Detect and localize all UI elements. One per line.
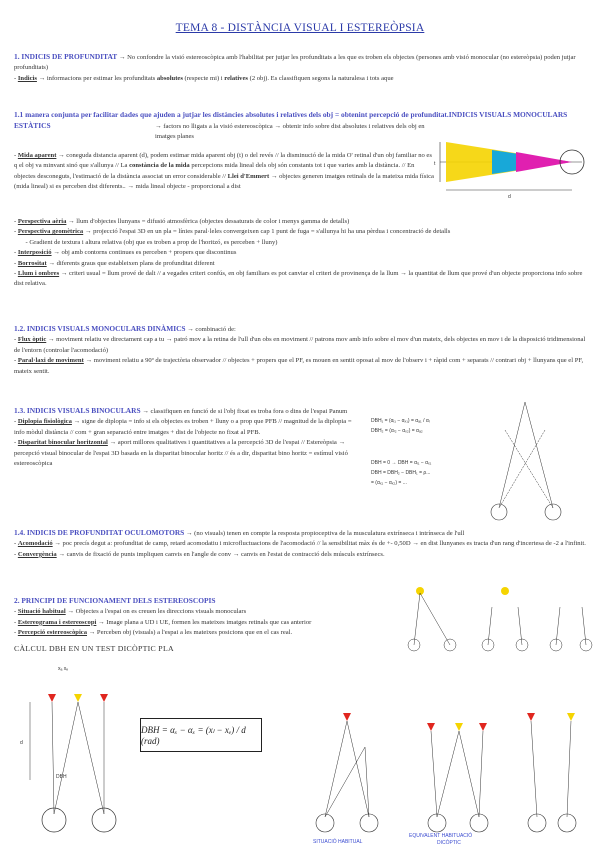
- mida-aparent: - Mida aparent → coneguda distancia aparent (d), podem estimar mida aparent obj (t) o del revés // la disminució de la mida O' retinal d'un obj familiar no es q el obj va minvant sinó que s'allunya // La constància de la mida percepcions mida lineal dels obj són constants tot i que varies amb la distància. // En objectes desconeguts, l'estimació de la distància associat un error considerable // Llei d'Emmert → objectes generen imatges retinals de la mateixa mida física (mida lineal) si es perceben dist diferents.. → mida lineal objecte - proporcional a dist: [14, 152, 434, 191]
- dic-ray-2: [437, 731, 459, 817]
- hab-ray-4: [365, 747, 369, 817]
- ray-4: [499, 430, 545, 508]
- dic-yellow-marker: [455, 723, 463, 731]
- bin-label-1: DBH₁ = (αᵢ₁ − αₓ₁) = αₐ₁ / αᵣ: [371, 418, 430, 424]
- bin-label-2: DBH₂ = (αₗ₂ − αₓ₂) = αₐ₂: [371, 428, 423, 434]
- dbh-calc-diagram: [16, 660, 126, 840]
- bin-label-4: DBH = DBH₂ − DBH₁ = ρ...: [371, 470, 431, 476]
- red-marker-1: [48, 694, 56, 702]
- right-ray-1: [531, 721, 537, 817]
- calc-dbh-label: DBH: [56, 774, 67, 780]
- calc-ray-2: [54, 702, 78, 814]
- cap-habitual: SITUACIÓ HABITUAL: [313, 839, 363, 845]
- hab-ray-2: [347, 721, 369, 817]
- binocular-diagram: [365, 400, 590, 522]
- hab-ray-3: [325, 747, 365, 817]
- ray-1: [499, 402, 525, 508]
- calc-ray-1: [52, 702, 54, 814]
- ray-3: [505, 430, 553, 508]
- yellow-marker-1: [74, 694, 82, 702]
- page-title: TEMA 8 - DISTÀNCIA VISUAL I ESTEREÒPSIA: [175, 22, 425, 34]
- label-d: d: [508, 194, 511, 200]
- right-red-marker: [527, 713, 535, 721]
- ray-2: [525, 402, 553, 508]
- hab-red-marker: [343, 713, 351, 721]
- red-marker-2: [100, 694, 108, 702]
- size-constancy-diagram: [432, 132, 592, 202]
- bin-label-3: DBH = 0 → DBH = αᵢ₁ − αₓ₁: [371, 460, 432, 466]
- hab-ray-1: [325, 721, 347, 817]
- dic-ray-3: [459, 731, 479, 817]
- stereo-ray-1: [414, 593, 420, 645]
- dic-ray-4: [479, 731, 483, 817]
- stereoscope-diagram: [410, 585, 590, 653]
- moon-icon: [563, 587, 568, 597]
- indicis-label: Indicis: [17, 74, 37, 82]
- label-t: t: [434, 161, 436, 167]
- section-1-4-heading: 1.4. INDICIS DE PROFUNDITAT OCULOMOTORS: [14, 528, 185, 537]
- section-1-4: 1.4. INDICIS DE PROFUNDITAT OCULOMOTORS → (no visuals) tenen en compte la resposta propioceptiva de la musculatura extrínseca i intrínseca de l'ull - Acomodació → poc precís degut a: profunditat de camp, retard acomodatiu i microfluctuacions de l'acomodació // la sensibilitat màx és de +- 0,50D → en dist llunyanes es tracta d'un rang d'incertesa de -2 a l'infinit. - Convergència → canvis de fixació de punts impliquen canvis en l'angle de conv → canvis en l'estat de contracció dels músculs extrínsecs.: [14, 528, 586, 558]
- section-1-1-heading: 1.1 manera conjunta per facilitar dades que ajuden a jutjar les distàncies absolutes i relatives dels obj = obtenint percepció de profunditat.INDICIS VISUALS MONOCULARS ESTÀTICS: [14, 110, 568, 131]
- gradient-text: - Gradient de textura i altura relativa (obj que es troben a prop de l'horitzó, es perceben + lluny): [25, 238, 278, 246]
- section-1-3: 1.3. INDICIS VISUALS BINOCULARS → classifiquen en funció de si l'obj fixat es troba fora o dins de l'espai Panum - Diplopia fisiològica → signe de diplopia = info si els objectes es troben + lluny o a prop que PFB // magnitud de la diplopia = info mòdul distància // com + gran separació entre imatges + dist de l'objecte no fixat al PFB. - Disparitat binocular horitzontal → aport millores qualitatives i quantitatives a la percepció 3D de l'espai // Estereòpsia → percepció visual binocular de l'espai 3D basada en la disparitat binocular horitz // és a dir, disparitat bino horitz = estímul visió estereoscòpica: [14, 406, 352, 468]
- left-eye: [491, 504, 507, 520]
- section-1-3-heading: 1.3. INDICIS VISUALS BINOCULARS: [14, 406, 141, 415]
- calc-d-label: d: [20, 740, 23, 746]
- section-1-2-heading: 1.2. INDICIS VISUALS MONOCULARS DINÀMICS: [14, 324, 186, 333]
- calc-top-label: xₐ xₑ: [58, 666, 69, 672]
- monocular-cues-list: - Perspectiva aèria → llum d'objectes llunyans = difusió atmosfèrica (objectes dessaturats de color i menys gamma de detalls) - Perspectiva geomètrica → projecció l'espai 3D en un pla = línies paral·leles convergeixen cap 1 punt de fuga = s'allunya hi ha una pèrdua i concentració de detalls - Gradient de textura i altura relativa (obj que es troben a prop de l'horitzó, es perceben + lluny) - Interposició → obj amb contorns continues es perceben + propers que discontinus - Borrositat → diferents graus que estableixen plans de profunditat diferent - Llum i ombres → criteri usual = llum prové de dalt // a vegades criteri confús, en obj familiars es pot canviar el criteri de provinença de la llum → la quantitat de llum que prové d'un objecte proporciona info sobre dist relativa.: [14, 218, 583, 288]
- cap-equiv2: DICÒPTIC: [437, 840, 461, 846]
- section-1-1-intro: → factors no lligats a la visió estereoscòpica → obtenir info sobre dist absolutes i relatives dels obj en imatges planes: [155, 123, 425, 141]
- section-1: 1. INDICIS DE PROFUNDITAT → No confondre la visió estereoscòpica amb l'habilitat per jutjar les profunditats a les que es troben els objectes (persones amb visió monocular (no estereòpsia) poden jutjar profunditats) - Indicis → informacions per estimar les profunditats absolutes (respecte mi) i relatives (2 obj). Es classifiquen segons la naturalesa i tots aque: [14, 52, 576, 82]
- cap-equiv: EQUIVALENT HABITUACIÓ: [409, 833, 473, 839]
- section-1-text: → No confondre la visió estereoscòpica amb l'habilitat per jutjar les profunditats a les que es troben els objectes (persones amb visió monocular (no estereòpsia) poden jutjar profunditats): [14, 54, 576, 72]
- hab-moon-marker: [361, 743, 365, 751]
- section-2: 2. PRINCIPI DE FUNCIONAMENT DELS ESTEREOSCOPIS - Situació habitual → Objectes a l'espai on es creuen les direccions visuals monoculars - Estereograma i estereoscopi → Image plana a UD i UE, formen les mateixes imatges retinals que cas anterior - Percepció estereoscòpica → Perceben obj (visuals) a l'espai a les mateixes posicions que en el cas real.: [14, 596, 312, 637]
- section-1-2: 1.2. INDICIS VISUALS MONOCULARS DINÀMICS → combinació de: - Flux òptic → moviment relatiu ve directament cap a tu → patró mov a la retina de l'ull d'un obs en moviment // patrons mov amb info sobre el mov d'un mateix, dels objectes en mov i de la disposició tridimensional de l'entorn (controlar l'acomodació) - Paral·laxi de moviment → moviment relatiu a 90º de trajectòria observador // objectes + propers que el PF, es mouen en sentit oposat al mov de l'observ i + ràpid com + separats // contrari obj + llunyans que el PF, mateix sentit.: [14, 324, 586, 375]
- stereo-ray-2: [420, 593, 450, 645]
- magenta-cone: [516, 152, 572, 172]
- right-eye: [545, 504, 561, 520]
- dbh-formula: DBH = αₓ − αₓ = (xₗ − xₑ) / d (rad): [140, 718, 262, 752]
- dic-red-marker-2: [479, 723, 487, 731]
- section-2-heading: 2. PRINCIPI DE FUNCIONAMENT DELS ESTEREOSCOPIS: [14, 596, 216, 605]
- right-ray-2: [567, 721, 571, 817]
- calc-title: CÀLCUL DBH EN UN TEST DICÒPTIC PLA: [14, 644, 174, 653]
- section-1-heading: 1. INDICIS DE PROFUNDITAT: [14, 52, 118, 61]
- habitual-vs-dicoptic: [305, 705, 595, 845]
- bin-label-5: = (αₓ₁ − αₓ₂) = ...: [371, 480, 407, 486]
- dic-red-marker-1: [427, 723, 435, 731]
- sun-icon-2: [501, 587, 509, 595]
- dic-ray-1: [431, 731, 437, 817]
- calc-ray-3: [78, 702, 104, 814]
- right-yellow-marker: [567, 713, 575, 721]
